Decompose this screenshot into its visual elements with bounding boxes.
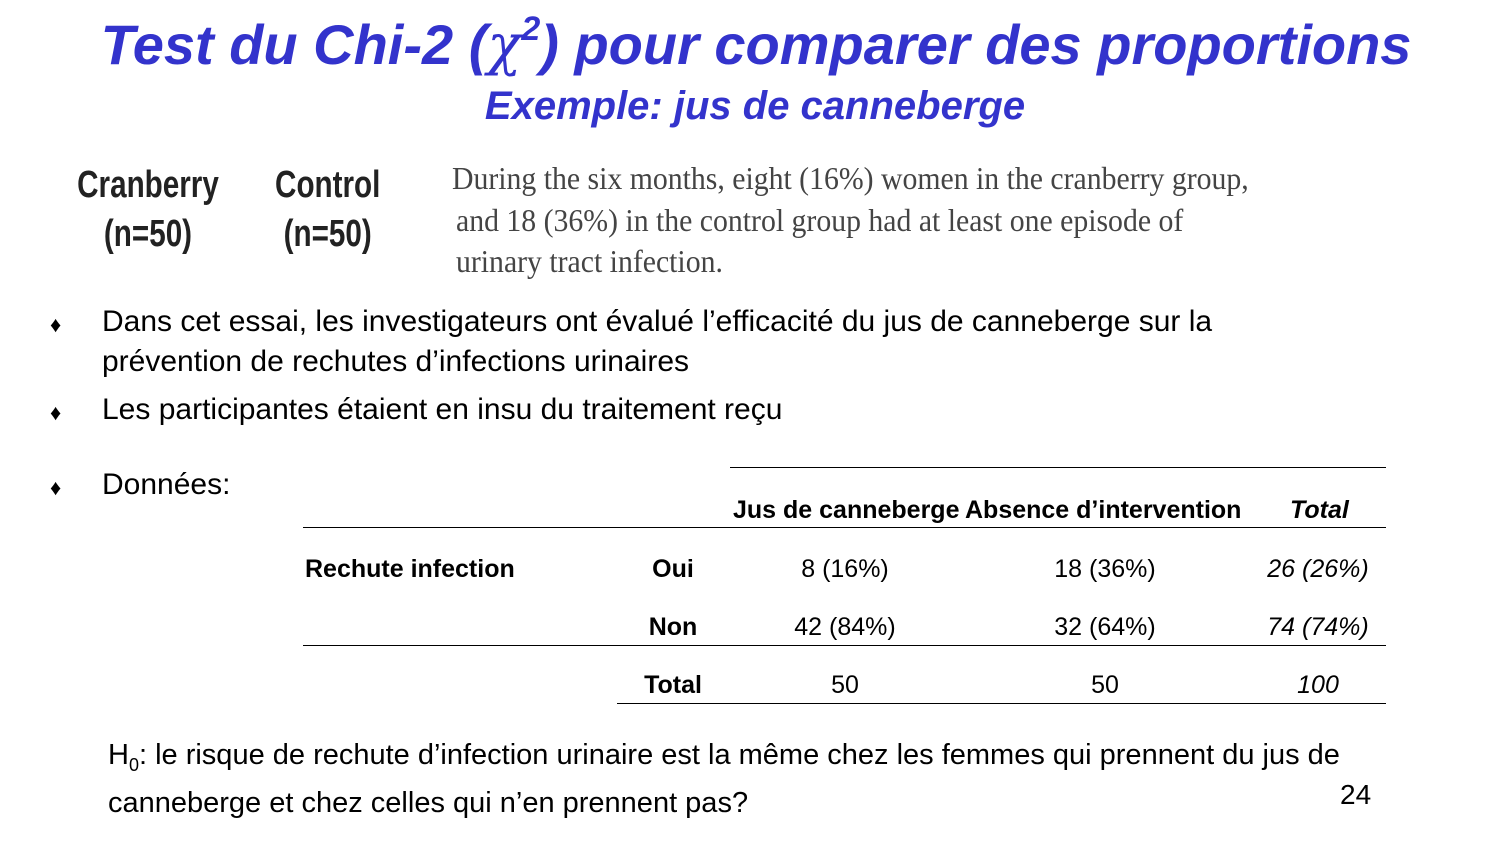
table-cell: 32 (64%) (1054, 613, 1156, 641)
col-header: Jus de canneberge (733, 496, 960, 524)
table-cell: 18 (36%) (1054, 555, 1156, 583)
table-rule (730, 467, 1386, 468)
table-rule (303, 527, 1386, 528)
bullet-text: Données: (102, 468, 231, 501)
table-cell: 42 (84%) (794, 613, 896, 641)
col-header: Total (1290, 496, 1349, 524)
table-cell: 26 (26%) (1267, 555, 1369, 583)
row-label: Non (648, 613, 698, 641)
row-group-label: Rechute infection (305, 555, 515, 583)
table-cell: 8 (16%) (801, 555, 889, 583)
null-hypothesis: $H_0$: le risque de rechute d’infection urinaire est la même chez les femmes qui prennent du jus de canneberge et chez celles qui n’en prennent pas? (108, 739, 1340, 819)
diamond-bullet-icon: ♦ (50, 400, 62, 425)
table-cell: 74 (74%) (1267, 613, 1369, 641)
row-label: Oui (652, 555, 694, 583)
page-number: 24 (1340, 779, 1372, 810)
diamond-bullet-icon: ♦ (50, 312, 62, 337)
table-rule (617, 703, 1386, 704)
bullet-text: Dans cet essai, les investigateurs ont évalué l’efficacité du jus de canneberge sur la prévention de rechutes d’infections urinaires (102, 305, 1213, 378)
group-control: Control (n=50) (275, 164, 381, 255)
excerpt-line: and 18 (36%) in the control group had at least one episode of (456, 202, 1184, 238)
group-cranberry: Cranberry (n=50) (77, 164, 219, 255)
table-cell: 50 (831, 671, 859, 699)
col-header: Absence d’intervention (965, 496, 1242, 524)
slide-title: Test du Chi-2 $(\chi^2)$ pour comparer des proportions (100, 10, 1412, 78)
table-cell: 50 (1091, 671, 1119, 699)
table-cell: 100 (1297, 671, 1339, 699)
slide-subtitle: Exemple: jus de canneberge (484, 84, 1026, 128)
bullet-text: Les participantes étaient en insu du traitement reçu (102, 393, 783, 426)
diamond-bullet-icon: ♦ (50, 475, 62, 500)
excerpt-line: urinary tract infection. (456, 243, 723, 279)
excerpt-line: During the six months, eight (16%) women in the cranberry group, (452, 160, 1249, 196)
table-rule (303, 645, 1386, 646)
row-label: Total (644, 671, 702, 699)
